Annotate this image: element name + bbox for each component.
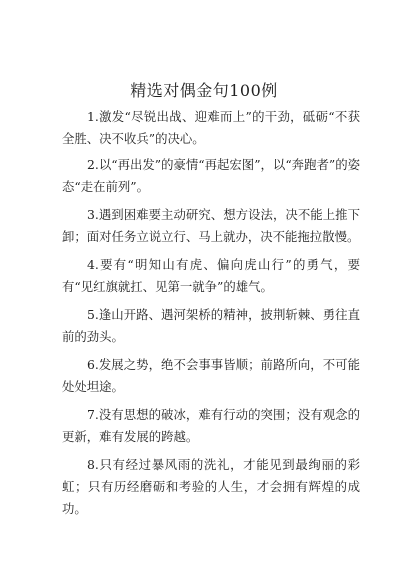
document-title: 精选对偶金句100例 (130, 81, 278, 100)
paragraph-8: 8.只有经过暴风雨的洗礼，才能见到最绚丽的彩虹；只有历经磨砺和考验的人生，才会拥有辉煌的成功。 (62, 457, 360, 516)
paragraph-7: 7.没有思想的破冰，难有行动的突围；没有观念的更新，难有发展的跨越。 (62, 407, 360, 444)
paragraph-5: 5.逢山开路、遇河架桥的精神，披荆斩棘、勇往直前的劲头。 (62, 307, 360, 344)
paragraph-2: 2.以“再出发”的豪情“再起宏图”，以“奔跑者”的姿态“走在前列”。 (62, 157, 360, 194)
paragraph-3: 3.遇到困难要主动研究、想方设法，决不能上推下卸；面对任务立说立行、马上就办，决不能拖拉散慢。 (62, 207, 360, 244)
paragraph-1: 1.激发“尽锐出战、迎难而上”的干劲，砥砺“不获全胜、决不收兵”的决心。 (62, 109, 360, 146)
paragraph-4: 4.要有“明知山有虎、偏向虎山行”的勇气，要有“见红旗就扛、见第一就争”的雄气。 (62, 257, 360, 294)
paragraph-6: 6.发展之势，绝不会事事皆顺；前路所向，不可能处处坦途。 (62, 357, 360, 394)
